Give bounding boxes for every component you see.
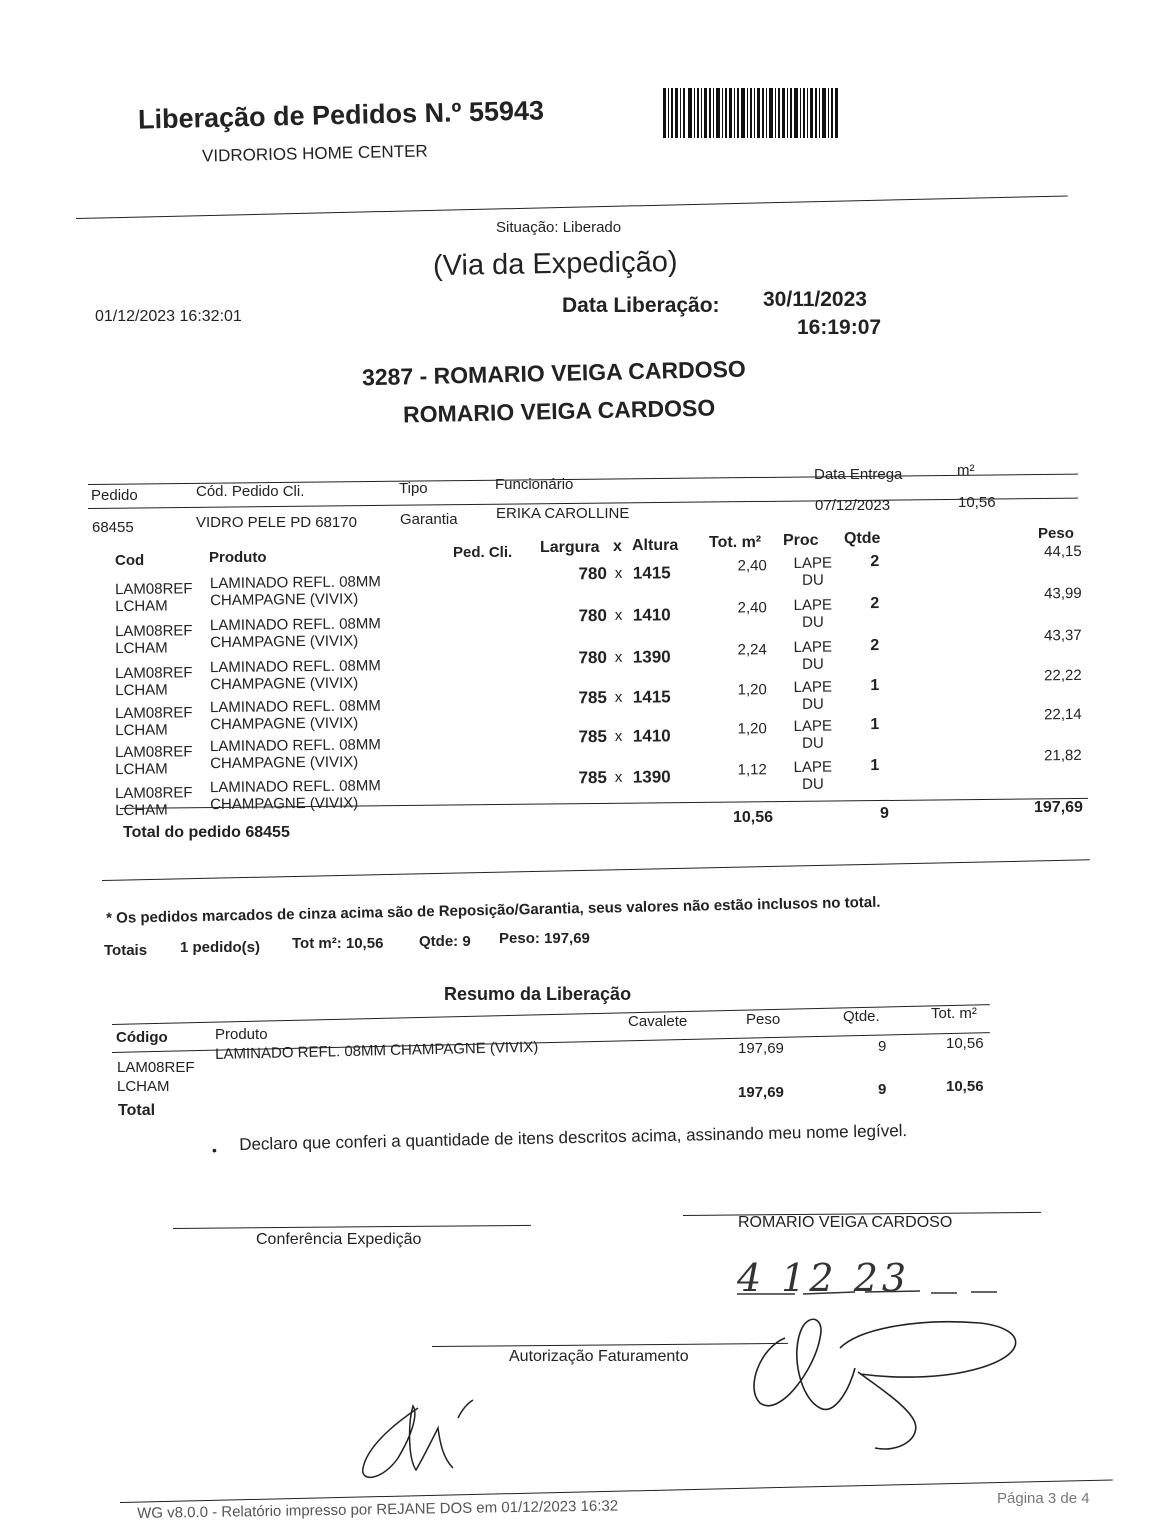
handwritten-date: 4 12 23 <box>737 1256 911 1300</box>
th-proc: Proc <box>783 532 819 549</box>
totais-peso: Peso: 197,69 <box>499 930 590 947</box>
m2-value: 10,56 <box>958 494 996 511</box>
cell-proc: LAPE DU <box>793 758 833 793</box>
resumo-total-label: Total <box>118 1102 156 1119</box>
resumo-title: Resumo da Liberação <box>444 984 632 1004</box>
header-divider <box>76 195 1068 219</box>
cell-peso: 22,22 <box>1044 666 1082 685</box>
cell-tot-m2: 1,20 <box>737 720 767 738</box>
tipo-value: Garantia <box>400 511 458 528</box>
resumo-total-peso: 197,69 <box>738 1084 784 1101</box>
totais-m2: Tot m²: 10,56 <box>292 935 384 952</box>
cell-peso: 43,99 <box>1044 584 1082 603</box>
situacao-label: Situação: Liberado <box>496 219 622 236</box>
cell-altura: 1415 <box>632 687 671 707</box>
cell-cod: LAM08REF LCHAM <box>114 704 193 740</box>
cell-qtde: 2 <box>870 595 880 613</box>
cell-tot-m2: 1,20 <box>737 681 767 699</box>
col-funcionario-label: Funcionário <box>495 476 574 493</box>
order-total-label: Total do pedido 68455 <box>123 824 290 841</box>
th-peso: Peso <box>1038 525 1074 542</box>
client-name-primary: 3287 - ROMARIO VEIGA CARDOSO <box>361 355 747 391</box>
resumo-produto: LAMINADO REFL. 08MM CHAMPAGNE (VIVIX) <box>215 1038 539 1063</box>
cod-pedido-cli-value: VIDRO PELE PD 68170 <box>196 514 357 531</box>
cell-proc: LAPE DU <box>793 596 833 631</box>
cell-cod: LAM08REF LCHAM <box>114 580 193 616</box>
order-total-qtde: 9 <box>880 805 889 822</box>
cell-tot-m2: 2,24 <box>737 641 767 659</box>
cell-produto: LAMINADO REFL. 08MM CHAMPAGNE (VIVIX) <box>209 573 381 610</box>
cell-qtde: 1 <box>870 716 880 734</box>
autorizacao-label: Autorização Faturamento <box>509 1348 689 1365</box>
col-pedido-label: Pedido <box>91 487 138 504</box>
pedido-value: 68455 <box>92 519 134 536</box>
print-datetime: 01/12/2023 16:32:01 <box>95 308 242 325</box>
cell-tot-m2: 2,40 <box>737 599 767 617</box>
client-signature-name: ROMARIO VEIGA CARDOSO <box>738 1214 953 1231</box>
cell-altura: 1410 <box>632 605 671 625</box>
resumo-peso: 197,69 <box>738 1040 784 1057</box>
totais-label: Totais <box>104 942 148 959</box>
th-tot-m2: Tot. m² <box>709 534 762 551</box>
footer-printed-by: WG v8.0.0 - Relatório impresso por REJANE DOS em 01/12/2023 16:32 <box>137 1497 619 1522</box>
totais-pedidos: 1 pedido(s) <box>180 939 261 956</box>
data-liberacao-date: 30/11/2023 <box>763 288 867 311</box>
resumo-qtde: 9 <box>878 1038 887 1055</box>
resumo-th-qtde: Qtde. <box>843 1008 880 1025</box>
resumo-th-tot-m2: Tot. m² <box>931 1005 977 1022</box>
cell-largura: 780 <box>578 647 607 668</box>
cell-largura: 785 <box>578 687 607 708</box>
cell-x: x <box>614 606 623 624</box>
resumo-total-m2: 10,56 <box>946 1078 984 1095</box>
autorizacao-signature-line <box>432 1343 788 1347</box>
cell-x: x <box>614 768 623 786</box>
cell-largura: 780 <box>578 605 607 626</box>
cell-proc: LAPE DU <box>793 638 833 673</box>
resumo-codigo: LAM08REF LCHAM <box>117 1059 195 1095</box>
cell-tot-m2: 1,12 <box>737 761 767 779</box>
reposicao-note: * Os pedidos marcados de cinza acima são de Reposição/Garantia, seus valores não estão inclusos no total. <box>106 893 881 927</box>
cell-altura: 1390 <box>632 647 671 667</box>
resumo-total-qtde: 9 <box>878 1081 887 1098</box>
cell-cod: LAM08REF LCHAM <box>114 664 193 700</box>
cell-largura: 785 <box>578 767 607 788</box>
cell-proc: LAPE DU <box>793 678 833 713</box>
th-x: x <box>613 538 622 555</box>
authorization-signature-icon <box>358 1398 498 1488</box>
bullet-icon: • <box>212 1142 217 1158</box>
resumo-th-cavalete: Cavalete <box>628 1013 688 1030</box>
col-cod-pedido-cli-label: Cód. Pedido Cli. <box>196 483 305 500</box>
handwritten-date-underline-icon <box>735 1282 1000 1302</box>
footer-page-number: Página 3 de 4 <box>997 1490 1090 1507</box>
cell-cod: LAM08REF LCHAM <box>114 622 193 658</box>
company-name: VIDRORIOS HOME CENTER <box>201 141 428 166</box>
order-total-m2: 10,56 <box>733 809 774 826</box>
conferencia-signature-line <box>173 1225 531 1229</box>
cell-qtde: 1 <box>870 757 880 775</box>
resumo-tot-m2: 10,56 <box>946 1035 984 1052</box>
cell-qtde: 2 <box>870 637 880 655</box>
cell-largura: 785 <box>578 726 607 747</box>
cell-x: x <box>614 727 623 745</box>
order-total-peso: 197,69 <box>1034 799 1083 816</box>
cell-produto: LAMINADO REFL. 08MM CHAMPAGNE (VIVIX) <box>209 657 381 694</box>
data-liberacao-time: 16:19:07 <box>797 316 882 339</box>
cell-proc: LAPE DU <box>793 554 833 589</box>
cell-altura: 1410 <box>632 726 671 746</box>
cell-tot-m2: 2,40 <box>737 557 767 575</box>
cell-altura: 1415 <box>632 563 671 583</box>
cell-produto: LAMINADO REFL. 08MM CHAMPAGNE (VIVIX) <box>209 697 381 734</box>
col-m2-label: m² <box>957 462 975 479</box>
th-produto: Produto <box>209 549 267 566</box>
cell-proc: LAPE DU <box>793 717 833 752</box>
cell-largura: 780 <box>578 563 607 584</box>
col-tipo-label: Tipo <box>399 480 428 497</box>
th-ped-cli: Ped. Cli. <box>453 544 513 561</box>
th-qtde: Qtde <box>844 530 881 547</box>
data-entrega-value: 07/12/2023 <box>815 497 891 514</box>
cell-produto: LAMINADO REFL. 08MM CHAMPAGNE (VIVIX) <box>209 736 381 773</box>
client-signature-icon <box>740 1308 1040 1473</box>
th-altura: Altura <box>632 537 679 554</box>
section-divider <box>102 859 1090 881</box>
cell-x: x <box>614 688 623 706</box>
resumo-th-codigo: Código <box>116 1029 168 1046</box>
cell-produto: LAMINADO REFL. 08MM CHAMPAGNE (VIVIX) <box>209 615 381 652</box>
funcionario-value: ERIKA CAROLLINE <box>496 505 630 522</box>
cell-altura: 1390 <box>632 767 671 787</box>
totais-qtde: Qtde: 9 <box>419 933 471 950</box>
cell-x: x <box>614 648 623 666</box>
resumo-th-produto: Produto <box>215 1026 268 1043</box>
col-data-entrega-label: Data Entrega <box>814 466 903 483</box>
cell-produto: LAMINADO REFL. 08MM CHAMPAGNE (VIVIX) <box>209 777 381 814</box>
resumo-th-peso: Peso <box>746 1011 781 1028</box>
cell-peso: 21,82 <box>1044 746 1082 765</box>
declaration-text: Declaro que conferi a quantidade de itens descritos acima, assinando meu nome legível. <box>239 1121 908 1154</box>
th-cod: Cod <box>115 552 145 569</box>
cell-cod: LAM08REF LCHAM <box>114 743 193 779</box>
via-label: (Via da Expedição) <box>432 245 678 283</box>
cell-x: x <box>614 564 623 582</box>
conferencia-label: Conferência Expedição <box>256 1231 422 1248</box>
cell-peso: 43,37 <box>1044 626 1082 645</box>
cell-qtde: 2 <box>870 553 880 571</box>
page-title: Liberação de Pedidos N.º 55943 <box>137 95 545 135</box>
cell-peso: 22,14 <box>1044 705 1082 724</box>
cell-peso: 44,15 <box>1044 542 1082 561</box>
th-largura: Largura <box>540 539 600 556</box>
barcode-icon <box>663 88 839 138</box>
cell-cod: LAM08REF LCHAM <box>114 784 193 820</box>
data-liberacao-label: Data Liberação: <box>562 294 720 317</box>
client-name-secondary: ROMARIO VEIGA CARDOSO <box>402 394 716 428</box>
cell-qtde: 1 <box>870 677 880 695</box>
